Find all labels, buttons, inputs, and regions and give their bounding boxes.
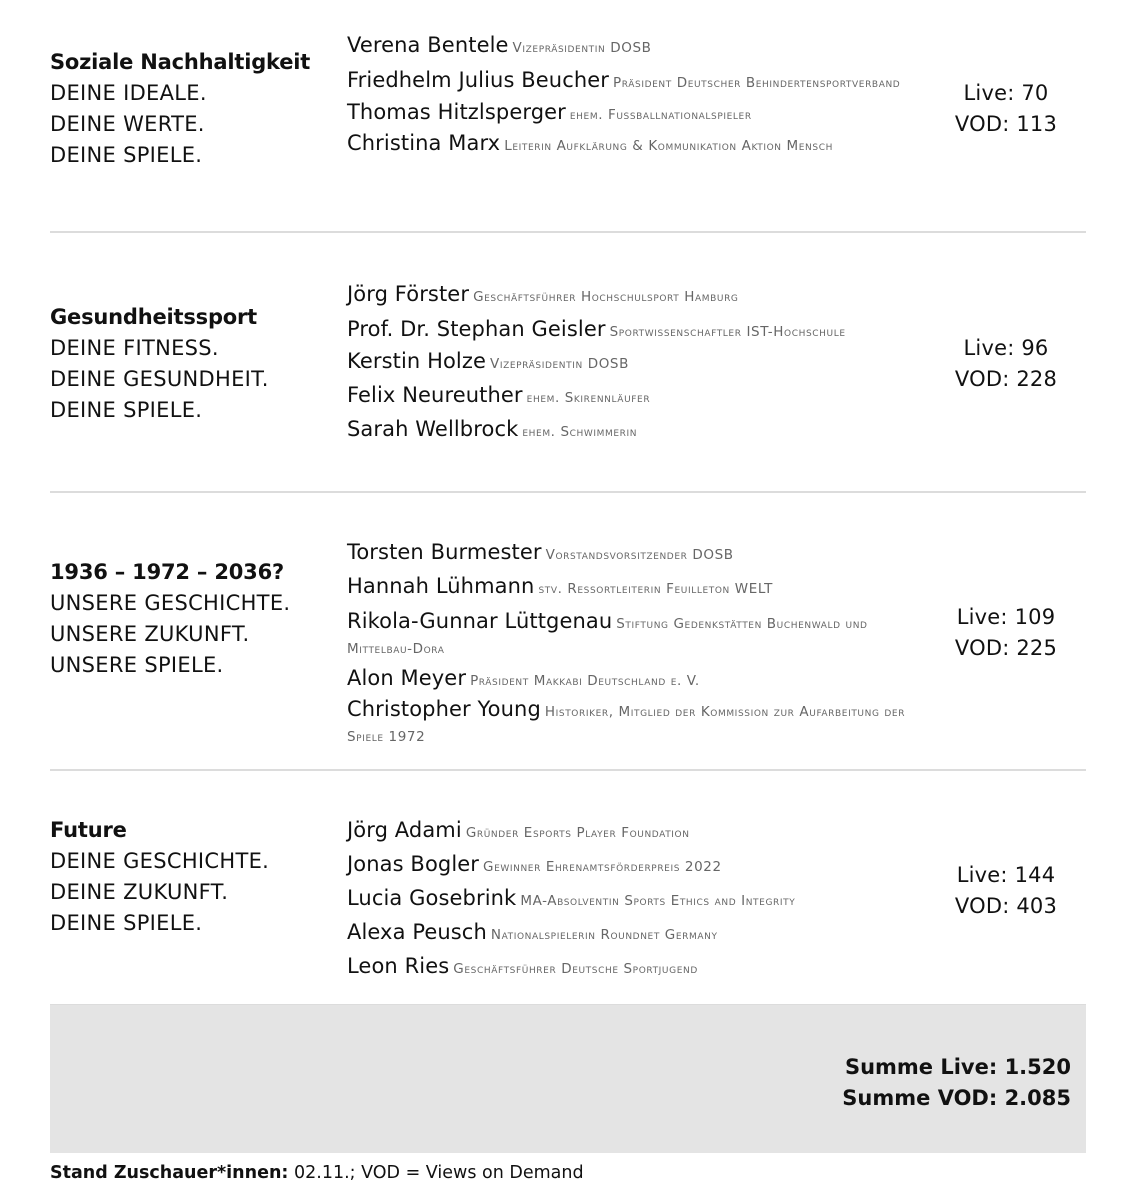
topic-line: UNSERE ZUKUNFT. — [50, 622, 250, 646]
section-divider — [50, 491, 1086, 493]
speaker-role: Nationalspielerin Roundnet Germany — [490, 927, 718, 943]
topic-line: DEINE SPIELE. — [50, 143, 203, 167]
speaker — [347, 346, 907, 380]
speaker-role: ehem. Skirennläufer — [526, 390, 651, 406]
speaker-name: Leon Ries — [347, 954, 450, 978]
speaker-name: Thomas Hitzlsperger — [347, 100, 566, 124]
speaker-list — [347, 30, 907, 158]
view-stats — [926, 333, 1086, 395]
vod-total: Summe VOD: 2.085 — [842, 1086, 1071, 1110]
speaker-role: MA-Absolventin Sports Ethics and Integrity — [520, 893, 796, 909]
speaker — [347, 815, 907, 849]
topic-title: 1936 – 1972 – 2036? — [50, 560, 284, 584]
speaker — [347, 380, 907, 414]
speaker-name: Torsten Burmester — [347, 540, 542, 564]
speaker-name: Kerstin Holze — [347, 349, 486, 373]
speaker-name: Christina Marx — [347, 131, 501, 155]
topic-line: DEINE WERTE. — [50, 112, 205, 136]
speaker — [347, 571, 907, 605]
speaker-role: ehem. Schwimmerin — [522, 424, 638, 440]
section-divider — [50, 769, 1086, 771]
topic-title: Future — [50, 818, 127, 842]
topic-line: UNSERE SPIELE. — [50, 653, 224, 677]
speaker — [347, 663, 907, 697]
speaker-name: Friedhelm Julius Beucher — [347, 68, 610, 92]
speaker-role: Geschäftsführer Deutsche Sportjugend — [453, 961, 698, 977]
topic-title: Gesundheitssport — [50, 305, 257, 329]
topic-line: DEINE FITNESS. — [50, 336, 219, 360]
speaker-name: Prof. Dr. Stephan Geisler — [347, 317, 606, 341]
view-stats — [926, 860, 1086, 922]
speaker-role: stv. Ressortleiterin Feuilleton WELT — [538, 581, 773, 597]
speaker — [347, 279, 907, 313]
speaker-list — [347, 279, 907, 448]
speaker — [347, 537, 907, 571]
topic-title: Soziale Nachhaltigkeit — [50, 50, 311, 74]
speaker — [347, 917, 907, 951]
speaker — [347, 849, 907, 883]
speaker-role: Vizepräsidentin DOSB — [512, 40, 652, 56]
speaker — [347, 697, 907, 749]
speaker — [347, 131, 907, 158]
topic-line: DEINE GESUNDHEIT. — [50, 367, 269, 391]
section-soziale-nachhaltigkeit — [50, 30, 1086, 200]
speaker — [347, 414, 907, 448]
speaker-list — [347, 537, 907, 749]
speaker-name: Hannah Lühmann — [347, 574, 535, 598]
footnote — [50, 1163, 584, 1183]
speaker — [347, 97, 907, 131]
topic-block — [50, 557, 320, 681]
speaker-list — [347, 815, 907, 985]
speaker-name: Felix Neureuther — [347, 383, 523, 407]
speaker-name: Rikola-Gunnar Lüttgenau — [347, 609, 613, 633]
topic-block — [50, 302, 320, 426]
vod-count: VOD: 113 — [954, 112, 1058, 136]
speaker-role: Gründer Esports Player Foundation — [465, 825, 690, 841]
topic-block — [50, 815, 320, 939]
section-future — [50, 815, 1086, 978]
live-count: Live: 70 — [963, 81, 1049, 105]
speaker-role: Vizepräsidentin DOSB — [490, 356, 629, 372]
speaker-name: Jörg Adami — [347, 818, 462, 842]
totals — [842, 1052, 1071, 1114]
vod-count: VOD: 225 — [954, 636, 1058, 660]
section-divider — [50, 231, 1086, 233]
speaker-role: Präsident Deutscher Behindertensportverband — [613, 75, 901, 91]
speaker — [347, 951, 907, 985]
topic-line: DEINE ZUKUNFT. — [50, 880, 229, 904]
topic-line: UNSERE GESCHICHTE. — [50, 591, 291, 615]
footnote-label: Stand Zuschauer*innen: — [50, 1163, 289, 1183]
view-stats — [926, 602, 1086, 664]
speaker-role: Leiterin Aufklärung & Kommunikation Aktion Mensch — [504, 138, 833, 154]
speaker — [347, 883, 907, 917]
speaker-name: Verena Bentele — [347, 33, 509, 57]
vod-count: VOD: 403 — [954, 894, 1058, 918]
topic-block — [50, 47, 320, 171]
speaker-name: Alon Meyer — [347, 666, 467, 690]
speaker — [347, 30, 907, 64]
speaker-name: Christopher Young — [347, 697, 541, 721]
section-gesundheitssport — [50, 279, 1086, 459]
speaker-role: Sportwissenschaftler IST-Hochschule — [609, 324, 846, 340]
live-total: Summe Live: 1.520 — [844, 1055, 1071, 1079]
live-count: Live: 144 — [956, 863, 1056, 887]
summary-box — [50, 1005, 1086, 1153]
speaker-name: Jörg Förster — [347, 282, 470, 306]
speaker-role: Stiftung Gedenkstätten Buchenwald und Mittelbau-Dora — [347, 616, 868, 657]
speaker-role: Präsident Makkabi Deutschland e. V. — [470, 673, 700, 689]
topic-line: DEINE IDEALE. — [50, 81, 207, 105]
speaker-role: Historiker, Mitglied der Kommission zur Aufarbeitung der Spiele 1972 — [347, 704, 906, 745]
speaker-role: Geschäftsführer Hochschulsport Hamburg — [473, 289, 739, 305]
vod-count: VOD: 228 — [954, 367, 1058, 391]
view-stats — [926, 78, 1086, 140]
speaker-name: Jonas Bogler — [347, 852, 480, 876]
speaker-role: Gewinner Ehrenamtsförderpreis 2022 — [483, 859, 722, 875]
live-count: Live: 96 — [963, 336, 1049, 360]
topic-line: DEINE SPIELE. — [50, 398, 203, 422]
speaker-name: Lucia Gosebrink — [347, 886, 517, 910]
footnote-text: 02.11.; VOD = Views on Demand — [288, 1163, 584, 1183]
speaker — [347, 68, 907, 95]
topic-line: DEINE GESCHICHTE. — [50, 849, 270, 873]
speaker-name: Alexa Peusch — [347, 920, 487, 944]
speaker-role: ehem. Fussballnationalspieler — [569, 107, 752, 123]
live-count: Live: 109 — [956, 605, 1056, 629]
speaker — [347, 317, 907, 344]
topic-line: DEINE SPIELE. — [50, 911, 203, 935]
speaker — [347, 609, 907, 661]
speaker-name: Sarah Wellbrock — [347, 417, 519, 441]
section-geschichte — [50, 537, 1086, 745]
speaker-role: Vorstandsvorsitzender DOSB — [545, 547, 734, 563]
